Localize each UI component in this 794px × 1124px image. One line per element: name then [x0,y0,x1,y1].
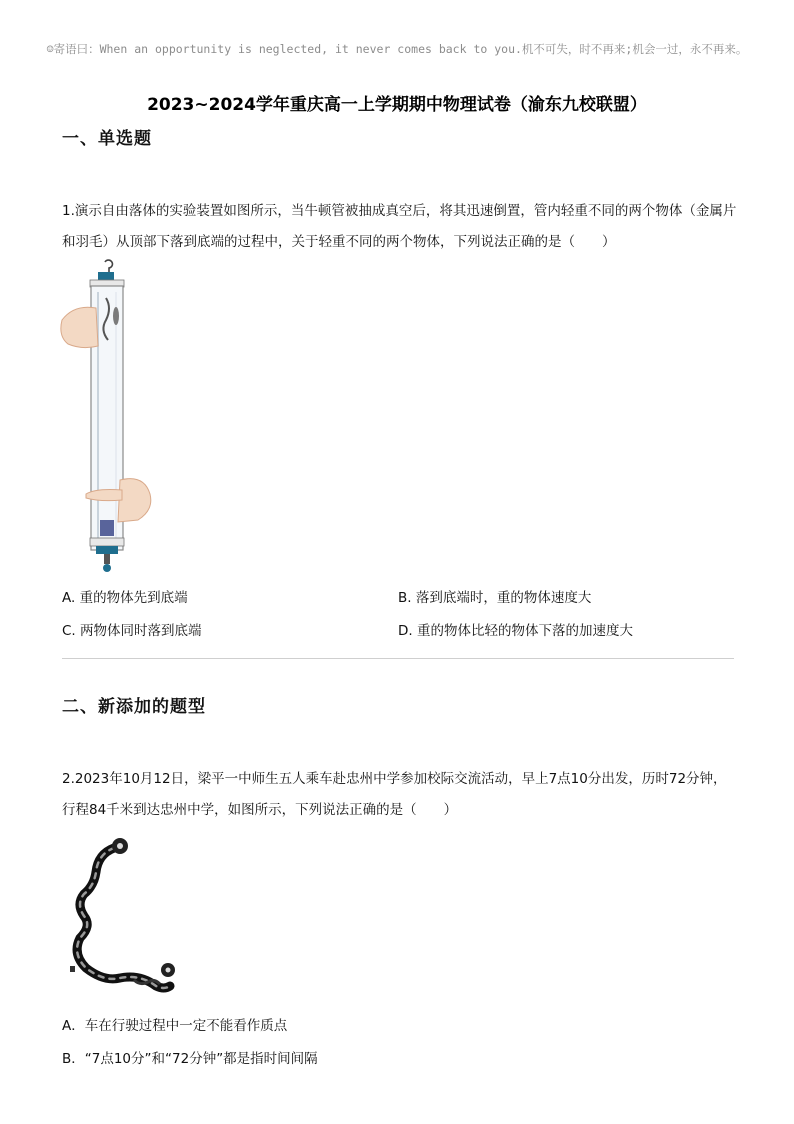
bottom-valve [96,546,118,554]
hand-lower [118,479,151,522]
section-heading-new-type: 二、新添加的题型 [62,697,206,717]
header-motto: ☺寄语曰：When an opportunity is neglected, it never comes back to you.机不可失，时不再来;机会一过，永不再来。 [46,42,748,56]
newton-tube-illustration [60,258,160,580]
hand-upper [61,307,98,347]
route-map-illustration [64,834,184,1000]
document-title: 2023~2024学年重庆高一上学期期中物理试卷（渝东九校联盟） [147,95,647,115]
route-path [77,848,170,988]
question-2-option-b[interactable]: B．“7点10分”和“72分钟”都是指时间间隔 [62,1051,318,1067]
question-1-option-a[interactable]: A. 重的物体先到底端 [62,590,188,606]
map-dot [70,966,75,972]
section-heading-single-choice: 一、单选题 [62,129,152,149]
question-1-stem: 1.演示自由落体的实验装置如图所示，当牛顿管被抽成真空后，将其迅速倒置，管内轻重不同的两个物体（金属片和羽毛）从顶部下落到底端的过程中，关于轻重不同的两个物体，下列说法正确的是（ ） [62,203,737,250]
question-1-option-d[interactable]: D. 重的物体比轻的物体下落的加速度大 [398,623,633,639]
section-divider [62,658,734,659]
top-valve [98,272,114,280]
question-2-option-a[interactable]: A．车在行驶过程中一定不能看作质点 [62,1018,288,1034]
question-2-stem: 2.2023年10月12日，梁平一中师生五人乘车赴忠州中学参加校际交流活动，早上7点10分出发，历时72分钟，行程84千米到达忠州中学，如图所示，下列说法正确的是（ ） [62,771,727,818]
coin-icon [113,307,119,325]
question-1-option-c[interactable]: C. 两物体同时落到底端 [62,623,202,639]
question-1-option-b[interactable]: B. 落到底端时，重的物体速度大 [398,590,592,606]
hook-icon [105,260,112,274]
